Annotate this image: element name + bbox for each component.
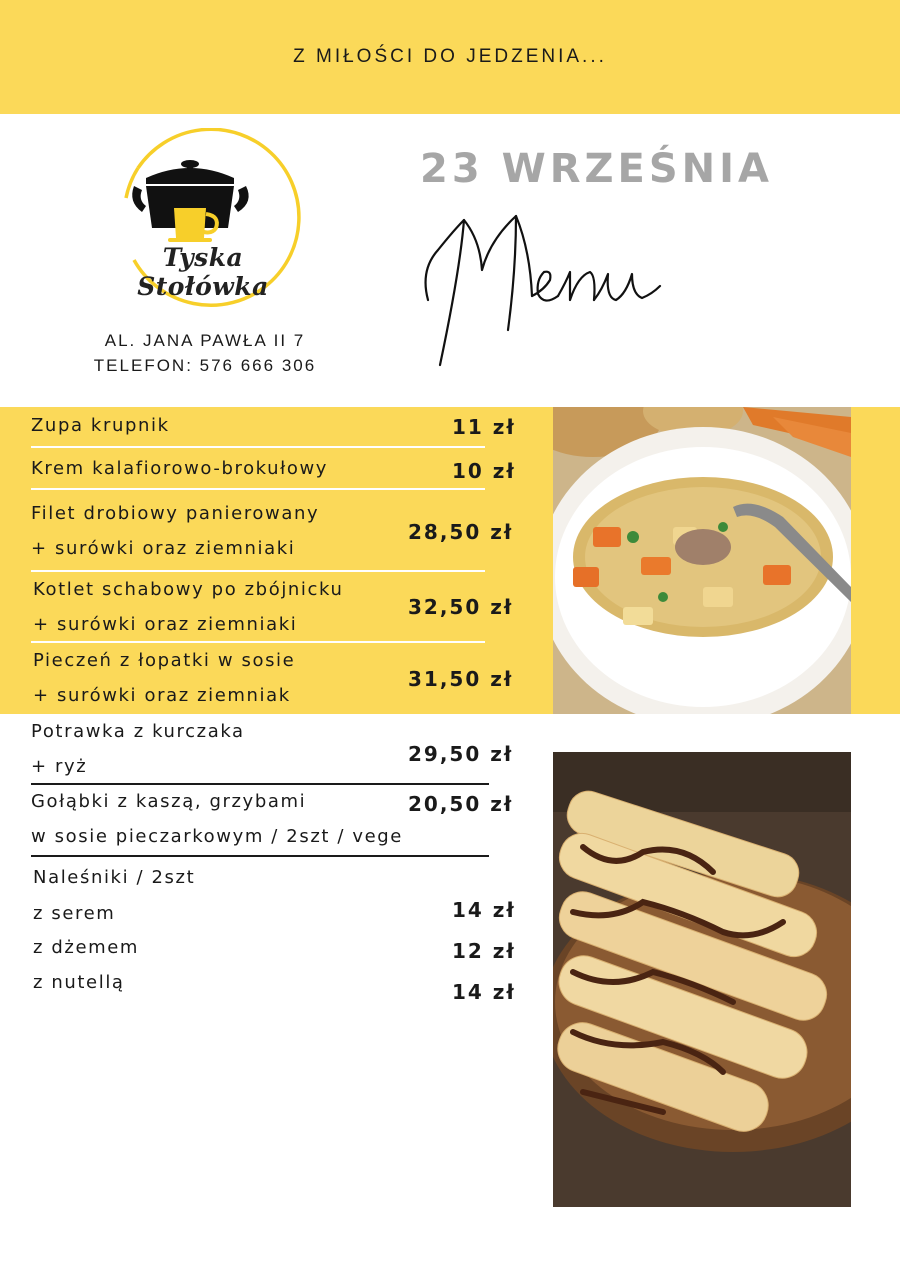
address-phone: TELEFON: 576 666 306 [93,356,317,375]
tagline: Z MIŁOŚCI DO JEDZENIA... [293,46,607,67]
item-price: 20,50 zł [408,792,514,816]
divider [31,446,485,448]
pancake-option-label: z serem [33,903,116,924]
item-description: + surówki oraz ziemniaki [31,538,296,559]
item-price: 28,50 zł [408,520,514,544]
item-name: Krem kalafiorowo-brokułowy [31,458,329,479]
item-price: 11 zł [452,415,516,439]
pancakes-title: Naleśniki / 2szt [33,867,196,888]
logo [98,128,318,308]
divider [31,570,485,572]
item-price: 29,50 zł [408,742,514,766]
item-description: + surówki oraz ziemniaki [33,614,298,635]
pancake-option-label: z dżemem [33,937,140,958]
pancake-option-price: 14 zł [452,980,516,1004]
item-name: Kotlet schabowy po zbójnicku [33,579,344,600]
divider [31,783,489,785]
menu-date: 23 WRZEŚNIA [420,146,773,192]
pancake-option-label: z nutellą [33,972,125,993]
menu-script-lettering [420,210,670,380]
pancakes-photo [553,752,851,1207]
item-description: + surówki oraz ziemniak [33,685,291,706]
divider [31,855,489,857]
item-name: Filet drobiowy panierowany [31,503,320,524]
logo-name: Tyska Stołówka [137,243,269,301]
item-price: 10 zł [452,459,516,483]
item-description: w sosie pieczarkowym / 2szt / vege [31,826,403,847]
item-price: 32,50 zł [408,595,514,619]
address-street: AL. JANA PAWŁA II 7 [104,331,306,350]
divider [31,641,485,643]
item-price: 31,50 zł [408,667,514,691]
pancake-option-price: 12 zł [452,939,516,963]
item-name: Potrawka z kurczaka [31,721,245,742]
soup-photo [553,407,851,714]
divider [31,488,485,490]
item-description: + ryż [31,756,88,777]
menu-title [420,210,670,380]
item-name: Zupa krupnik [31,415,170,436]
item-name: Gołąbki z kaszą, grzybami [31,791,307,812]
pancake-option-price: 14 zł [452,898,516,922]
item-name: Pieczeń z łopatki w sosie [33,650,296,671]
